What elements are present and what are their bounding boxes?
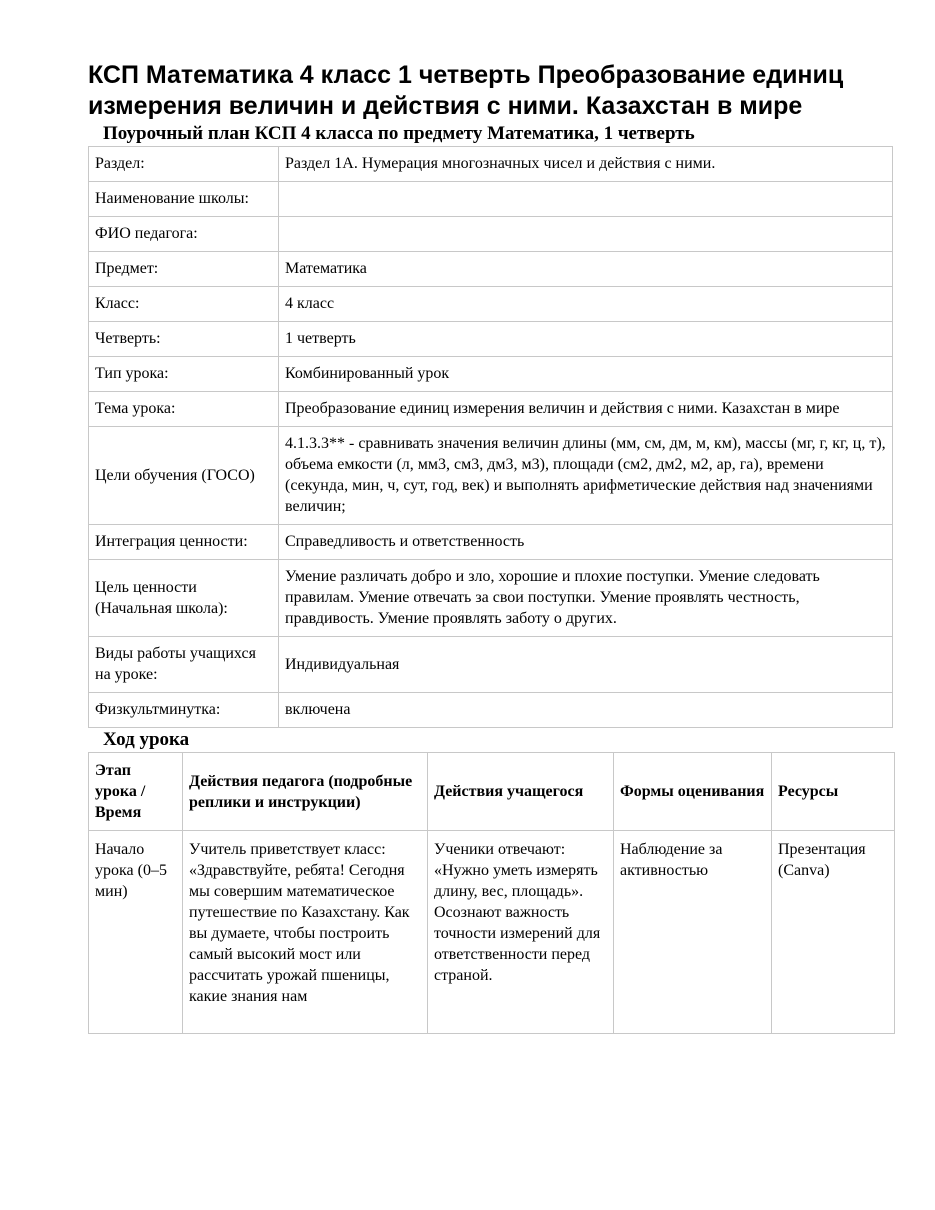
table-row bbox=[89, 182, 893, 217]
column-header-student: Действия учащегося bbox=[428, 753, 614, 831]
table-row bbox=[89, 693, 893, 728]
lesson-course-table bbox=[88, 752, 895, 1034]
table-row bbox=[89, 831, 895, 1034]
column-header-assessment: Формы оценивания bbox=[614, 753, 772, 831]
table-row bbox=[89, 525, 893, 560]
row-value: Преобразование единиц измерения величин и действия с ними. Казахстан в мире bbox=[279, 392, 893, 427]
column-header-stage: Этап урока / Время bbox=[89, 753, 183, 831]
row-label: Интеграция ценности: bbox=[89, 525, 279, 560]
table-header-row bbox=[89, 753, 895, 831]
resources-text: Презентация (Canva) bbox=[778, 841, 866, 879]
course-heading: Ход урока bbox=[103, 729, 190, 750]
column-header-resources: Ресурсы bbox=[772, 753, 895, 831]
stage-cell bbox=[89, 831, 183, 1034]
table-row bbox=[89, 322, 893, 357]
table-row bbox=[89, 252, 893, 287]
row-label: Цели обучения (ГОСО) bbox=[89, 427, 279, 525]
resources-cell bbox=[772, 831, 895, 1034]
row-label: Тема урока: bbox=[89, 392, 279, 427]
table-row bbox=[89, 357, 893, 392]
stage-text: Начало урока (0–5 мин) bbox=[95, 841, 167, 900]
row-label: Виды работы учащихся на уроке: bbox=[89, 637, 279, 693]
row-value: Умение различать добро и зло, хорошие и плохие поступки. Умение следовать правилам. Умение отвечать за свои поступки. Умение проявлять честность, правдивость. Умение проявлять заботу о других. bbox=[279, 560, 893, 637]
document-page bbox=[88, 60, 893, 1034]
row-label: ФИО педагога: bbox=[89, 217, 279, 252]
student-cell bbox=[428, 831, 614, 1034]
row-value: Комбинированный урок bbox=[279, 357, 893, 392]
row-value: 4 класс bbox=[279, 287, 893, 322]
row-value: 4.1.3.3** - сравнивать значения величин длины (мм, см, дм, м, км), массы (мг, г, кг, ц, т), объема емкости (л, мм3, см3, дм3, м3), площади (см2, дм2, м2, ар, га), времени (секунда, мин, ч, сут, год, век) и выполнять арифметические действия над значениями величин; bbox=[279, 427, 893, 525]
table-row bbox=[89, 392, 893, 427]
plan-heading: Поурочный план КСП 4 класса по предмету Математика, 1 четверть bbox=[103, 123, 695, 144]
row-value: включена bbox=[279, 693, 893, 728]
row-value: Справедливость и ответственность bbox=[279, 525, 893, 560]
row-value: Раздел 1А. Нумерация многозначных чисел и действия с ними. bbox=[279, 147, 893, 182]
row-value: Математика bbox=[279, 252, 893, 287]
row-value: Индивидуальная bbox=[279, 637, 893, 693]
table-row bbox=[89, 560, 893, 637]
table-row bbox=[89, 147, 893, 182]
column-header-teacher: Действия педагога (подробные реплики и инструкции) bbox=[183, 753, 428, 831]
table-row bbox=[89, 427, 893, 525]
student-text: Ученики отвечают: «Нужно уметь измерять длину, вес, площадь». Осознают важность точности измерений для ответственности перед страной. bbox=[434, 841, 601, 984]
assessment-cell bbox=[614, 831, 772, 1034]
teacher-text: Учитель приветствует класс: «Здравствуйте, ребята! Сегодня мы совершим математическое путешествие по Казахстану. Как вы думаете, чтобы построить самый высокий мост или рассчитать урожай пшеницы, какие знания нам bbox=[189, 841, 410, 1005]
row-label: Предмет: bbox=[89, 252, 279, 287]
row-label: Наименование школы: bbox=[89, 182, 279, 217]
teacher-cell bbox=[183, 831, 428, 1034]
table-row bbox=[89, 287, 893, 322]
row-label: Класс: bbox=[89, 287, 279, 322]
row-label: Цель ценности (Начальная школа): bbox=[89, 560, 279, 637]
table-row bbox=[89, 637, 893, 693]
row-value bbox=[279, 217, 893, 252]
row-label: Раздел: bbox=[89, 147, 279, 182]
row-label: Четверть: bbox=[89, 322, 279, 357]
assessment-text: Наблюдение за активностью bbox=[620, 841, 723, 879]
row-label: Физкультминутка: bbox=[89, 693, 279, 728]
row-value bbox=[279, 182, 893, 217]
row-value: 1 четверть bbox=[279, 322, 893, 357]
document-title: КСП Математика 4 класс 1 четверть Преобразование единиц измерения величин и действия с ними. Казахстан в мире bbox=[88, 61, 844, 120]
table-row bbox=[89, 217, 893, 252]
lesson-info-table bbox=[88, 146, 893, 728]
row-label: Тип урока: bbox=[89, 357, 279, 392]
